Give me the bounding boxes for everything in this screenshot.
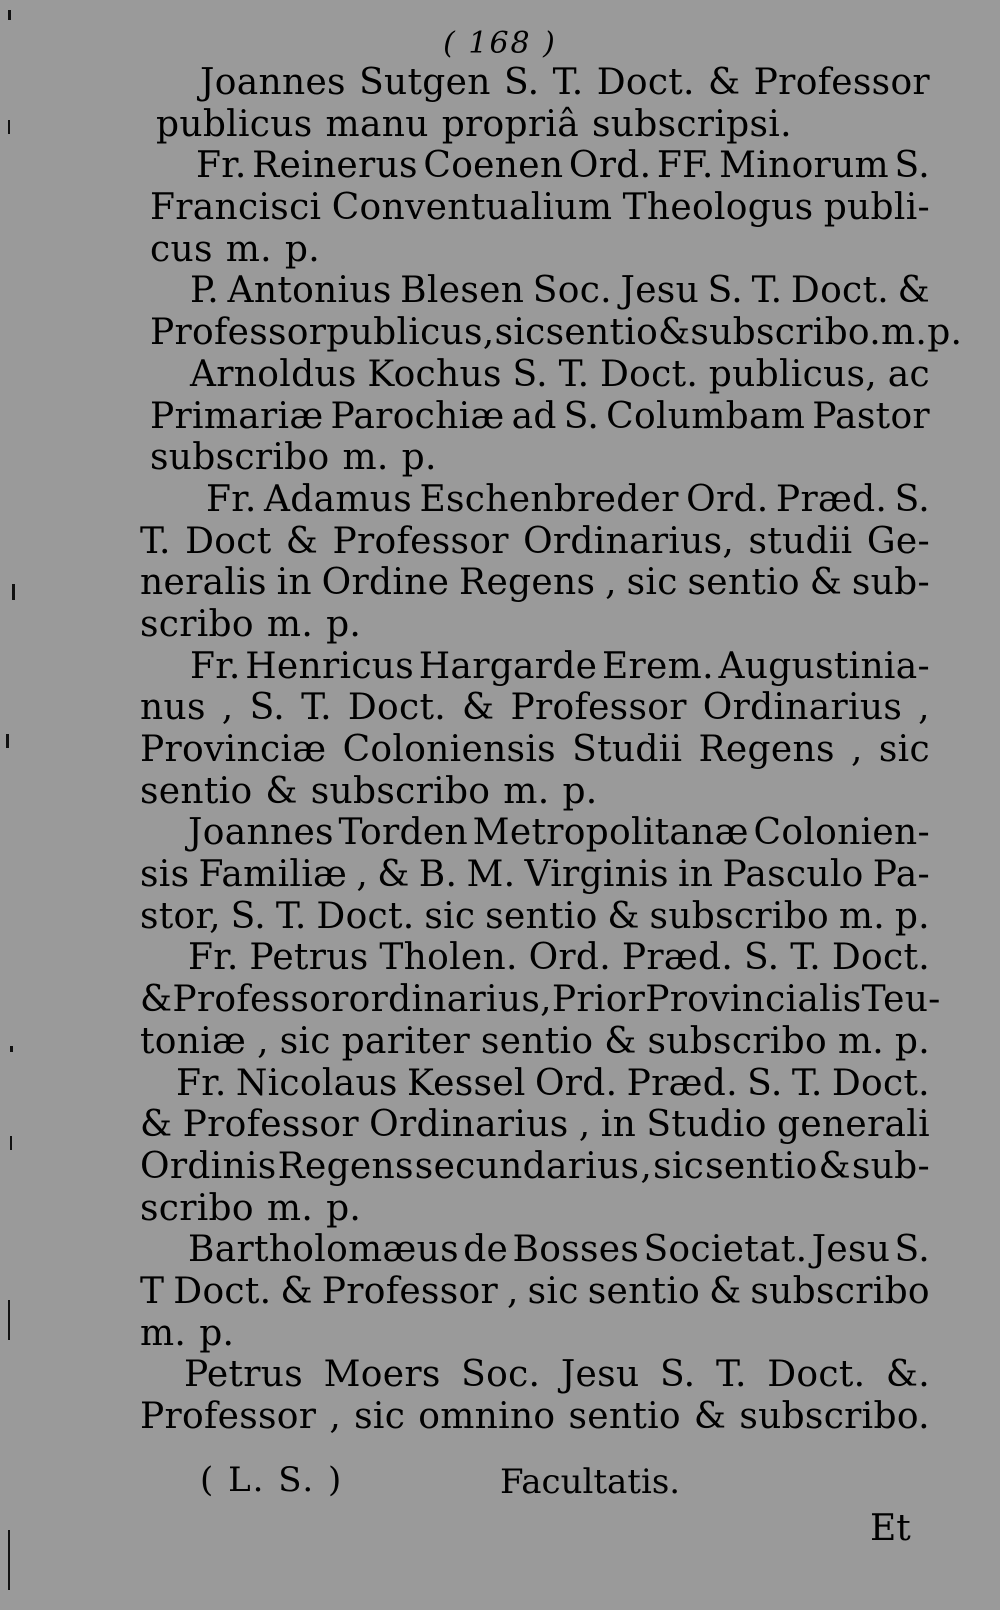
word: Professor bbox=[753, 62, 930, 103]
word: &. bbox=[885, 1354, 930, 1396]
text-line bbox=[140, 1104, 930, 1146]
word: p. bbox=[326, 1187, 362, 1229]
word: p. bbox=[199, 1312, 235, 1354]
word: T. bbox=[301, 687, 332, 729]
word: Coenen bbox=[423, 145, 564, 187]
text-line bbox=[140, 479, 930, 521]
word: Ordinarius bbox=[702, 687, 903, 729]
word: & bbox=[280, 1270, 313, 1312]
word: , bbox=[356, 854, 369, 896]
word: , bbox=[578, 1104, 591, 1146]
word: subscribo bbox=[649, 895, 830, 937]
word: S. bbox=[503, 62, 540, 103]
text-line bbox=[140, 396, 930, 438]
word: Ordinarius, bbox=[523, 520, 735, 562]
text-line bbox=[140, 229, 930, 271]
word: Doct. bbox=[316, 895, 415, 937]
word: Adamus bbox=[263, 478, 413, 520]
word: T. bbox=[715, 1354, 747, 1396]
word: Regens bbox=[459, 562, 596, 604]
word: Bosses bbox=[512, 1229, 640, 1271]
word: Professor bbox=[140, 1396, 317, 1437]
word: Eschenbreder bbox=[419, 478, 679, 520]
word: sub- bbox=[851, 1145, 930, 1187]
word: sentio bbox=[687, 562, 800, 604]
word: sic bbox=[494, 312, 546, 354]
word: Hargarde bbox=[418, 645, 598, 687]
word: ad bbox=[511, 395, 557, 437]
word: FF. bbox=[656, 145, 714, 187]
word: Reinerus bbox=[252, 145, 418, 187]
text-line bbox=[140, 187, 930, 229]
word: Soc. bbox=[461, 1354, 541, 1396]
word: Tholen. bbox=[379, 937, 518, 979]
word: m. bbox=[140, 1312, 187, 1354]
text-line bbox=[140, 354, 930, 396]
word: Præd. bbox=[626, 1062, 738, 1104]
word: & bbox=[693, 1396, 727, 1437]
word: , bbox=[221, 687, 234, 729]
word: ac bbox=[887, 353, 930, 395]
text-line bbox=[140, 1021, 930, 1063]
word: Fr. bbox=[206, 478, 257, 520]
word: publi- bbox=[823, 187, 930, 229]
word: generali bbox=[776, 1104, 930, 1146]
word: S. bbox=[894, 1229, 930, 1271]
word: Erem. bbox=[601, 645, 714, 687]
word: S. bbox=[659, 1354, 696, 1396]
word: T. bbox=[558, 353, 590, 395]
word: Joannes bbox=[200, 62, 346, 103]
word: Fr. bbox=[176, 1062, 227, 1104]
word: Metropolitanæ bbox=[472, 812, 749, 854]
word: nus bbox=[140, 687, 206, 729]
word: Doct. bbox=[767, 1354, 866, 1396]
word: Blesen bbox=[400, 270, 525, 312]
word: Professor bbox=[182, 1104, 359, 1146]
word: Jesu bbox=[811, 1229, 891, 1271]
word: Fr. bbox=[190, 645, 241, 687]
text-line bbox=[140, 270, 930, 312]
word: omnino bbox=[418, 1396, 556, 1437]
word: , bbox=[605, 562, 617, 604]
word: cus bbox=[150, 228, 213, 270]
text-line bbox=[140, 437, 930, 479]
word: Doct bbox=[185, 520, 272, 562]
text-line bbox=[140, 687, 930, 729]
word: Ordinis bbox=[140, 1145, 277, 1187]
word: Regens bbox=[277, 1145, 414, 1187]
catchword: Et bbox=[870, 1508, 911, 1549]
word: sic bbox=[626, 562, 678, 604]
word: Doct. bbox=[173, 1270, 272, 1312]
word: Conventualium bbox=[331, 187, 613, 229]
word: & bbox=[604, 1020, 637, 1062]
word: & bbox=[708, 62, 741, 103]
word: & bbox=[285, 520, 319, 562]
word: Coloniensis bbox=[342, 729, 556, 770]
word: Doct. bbox=[831, 937, 930, 979]
word: subscribo bbox=[750, 1270, 930, 1312]
word: Moers bbox=[323, 1354, 441, 1396]
word: & bbox=[265, 770, 298, 812]
word: sentio bbox=[545, 312, 659, 354]
text-line bbox=[140, 1354, 930, 1396]
word: Studio bbox=[646, 1104, 767, 1146]
word: subscribo. bbox=[739, 1396, 930, 1437]
word: neralis bbox=[140, 562, 267, 604]
word: & bbox=[658, 312, 691, 354]
word: Prior bbox=[551, 979, 646, 1021]
word: Arnoldus bbox=[190, 353, 357, 395]
word: m. bbox=[838, 895, 886, 937]
word: m. bbox=[837, 1020, 884, 1062]
word: p. bbox=[894, 1020, 930, 1062]
word: Studii bbox=[572, 729, 683, 770]
word: Kochus bbox=[367, 353, 502, 395]
word: sic bbox=[424, 895, 476, 937]
word: , bbox=[257, 1020, 269, 1062]
word: secundarius bbox=[414, 1145, 640, 1187]
word: Nicolaus bbox=[235, 1062, 398, 1104]
word: sentio bbox=[480, 1020, 594, 1062]
word: Joannes bbox=[188, 812, 334, 854]
text-line bbox=[140, 1229, 930, 1271]
word: Pasculo bbox=[722, 854, 864, 896]
word: subscribo bbox=[647, 1020, 827, 1062]
word: S. bbox=[894, 145, 930, 187]
word: , bbox=[329, 1396, 342, 1437]
word: S. bbox=[707, 270, 744, 312]
word: propriâ bbox=[441, 103, 579, 145]
word: scribo bbox=[140, 1187, 254, 1229]
word: pariter bbox=[341, 1020, 470, 1062]
word: m. bbox=[225, 228, 272, 270]
word: ordinarius, bbox=[348, 979, 552, 1021]
text-line bbox=[140, 62, 930, 104]
word: Minorum bbox=[719, 145, 889, 187]
word: studii bbox=[748, 520, 853, 562]
word: S. bbox=[512, 353, 548, 395]
word: Colonien- bbox=[753, 812, 930, 854]
word: Professor bbox=[321, 1270, 498, 1312]
text-line bbox=[140, 979, 941, 1021]
word: & bbox=[377, 854, 410, 896]
word: & bbox=[140, 1104, 173, 1146]
text-line bbox=[140, 729, 930, 771]
word: Columbam bbox=[606, 395, 806, 437]
word: manu bbox=[325, 103, 429, 145]
word: Præd. bbox=[775, 478, 888, 520]
word: sub- bbox=[851, 562, 930, 604]
word: Doct. bbox=[347, 687, 446, 729]
word: P. bbox=[190, 270, 219, 312]
word: Jesu bbox=[560, 1354, 640, 1396]
word: & bbox=[607, 895, 640, 937]
facultatis-word: Facultatis. bbox=[500, 1462, 681, 1502]
text-line bbox=[140, 937, 930, 979]
word: & bbox=[818, 1145, 851, 1187]
text-line bbox=[140, 896, 930, 938]
word: p. bbox=[927, 312, 963, 354]
text-line bbox=[140, 1313, 930, 1355]
word: Professor bbox=[150, 312, 327, 354]
word: p. bbox=[401, 437, 437, 479]
word: M. bbox=[466, 854, 516, 896]
word: B. bbox=[418, 854, 458, 896]
word: Doct. bbox=[790, 270, 890, 312]
text-line bbox=[140, 812, 930, 854]
word: sic bbox=[878, 729, 930, 770]
text-line bbox=[140, 1188, 930, 1230]
word: Jesu bbox=[620, 270, 700, 312]
word: m. bbox=[342, 437, 389, 479]
word: Pastor bbox=[812, 395, 930, 437]
text-line bbox=[140, 1271, 930, 1313]
word: m. bbox=[266, 1187, 314, 1229]
word: Præd. bbox=[621, 937, 734, 979]
word: Fr. bbox=[196, 145, 247, 187]
word: subscripsi. bbox=[591, 103, 792, 145]
word: Professor bbox=[510, 687, 687, 729]
text-line bbox=[140, 562, 930, 604]
word: Ord. bbox=[528, 937, 611, 979]
word: Francisci bbox=[150, 187, 322, 229]
word: & bbox=[809, 562, 843, 604]
word: Professor bbox=[172, 979, 349, 1021]
word: Regens bbox=[698, 729, 835, 770]
word: Ord. bbox=[534, 1062, 618, 1104]
word: Primariæ bbox=[150, 395, 324, 437]
word: Societat. bbox=[643, 1229, 808, 1271]
word: , bbox=[640, 1145, 653, 1187]
word: & bbox=[462, 687, 495, 729]
word: p. bbox=[894, 895, 930, 937]
word: T. bbox=[790, 937, 821, 979]
word: p. bbox=[326, 603, 362, 645]
word: publicus, bbox=[708, 353, 878, 395]
word: Petrus bbox=[249, 937, 369, 979]
word: Ord. bbox=[568, 145, 652, 187]
word: Henricus bbox=[245, 645, 415, 687]
word: Sutgen bbox=[359, 62, 491, 103]
text-line bbox=[140, 604, 930, 646]
word: T. bbox=[140, 520, 171, 562]
word: Professor bbox=[332, 520, 509, 562]
word: m. bbox=[266, 603, 314, 645]
text-line bbox=[140, 646, 930, 688]
word: sis bbox=[140, 854, 190, 896]
word: sic bbox=[653, 1145, 705, 1187]
word: & bbox=[140, 979, 173, 1021]
word: Doct. bbox=[831, 1062, 930, 1104]
word: T. bbox=[275, 895, 307, 937]
word: scribo bbox=[140, 603, 254, 645]
word: Ordinarius bbox=[369, 1104, 569, 1146]
page-number: ( 168 ) bbox=[443, 26, 557, 61]
word: Virginis bbox=[524, 854, 669, 896]
word: stor, bbox=[140, 895, 221, 937]
word: Teu- bbox=[861, 979, 941, 1021]
word: S. bbox=[249, 687, 286, 729]
word: m. bbox=[503, 770, 550, 812]
word: publicus bbox=[156, 103, 313, 145]
word: Theologus bbox=[622, 187, 814, 229]
word: T. bbox=[751, 270, 783, 312]
word: toniæ bbox=[140, 1020, 247, 1062]
word: & bbox=[709, 1270, 742, 1312]
word: Provinciæ bbox=[140, 729, 327, 770]
word: S. bbox=[747, 1062, 783, 1104]
word: T. bbox=[552, 62, 584, 103]
text-line bbox=[140, 854, 930, 896]
word: Torden bbox=[338, 812, 468, 854]
text-line bbox=[140, 145, 930, 187]
text-line bbox=[140, 1396, 930, 1438]
word: Antonius bbox=[227, 270, 392, 312]
text-line bbox=[140, 1063, 930, 1105]
text-line bbox=[140, 1146, 930, 1188]
word: , bbox=[850, 729, 863, 770]
word: S. bbox=[743, 937, 780, 979]
word: Ge- bbox=[866, 520, 930, 562]
word: , bbox=[506, 1270, 519, 1312]
word: Doct. bbox=[596, 62, 695, 103]
word: Petrus bbox=[184, 1354, 304, 1396]
word: subscribo bbox=[310, 770, 491, 812]
word: Provincialis bbox=[645, 979, 862, 1021]
text-block bbox=[140, 62, 963, 1438]
word: sentio bbox=[705, 1145, 818, 1187]
word: sic bbox=[527, 1270, 579, 1312]
word: in bbox=[677, 854, 714, 896]
word: subscribo bbox=[150, 437, 330, 479]
word: sentio bbox=[485, 895, 598, 937]
word: in bbox=[276, 562, 312, 604]
word: S. bbox=[230, 895, 267, 937]
text-line bbox=[140, 312, 963, 354]
word: Bartholomæus bbox=[188, 1229, 459, 1271]
word: Doct. bbox=[600, 353, 699, 395]
word: p. bbox=[284, 228, 321, 270]
word: sentio bbox=[140, 770, 253, 812]
word: sentio bbox=[587, 1270, 701, 1312]
word: sentio bbox=[568, 1396, 681, 1437]
word: publicus, bbox=[326, 312, 495, 354]
text-line bbox=[140, 521, 930, 563]
word: de bbox=[463, 1229, 509, 1271]
word: Pa- bbox=[872, 854, 930, 896]
word: m. bbox=[881, 312, 928, 354]
word: Ordine bbox=[321, 562, 450, 604]
text-line bbox=[140, 771, 930, 813]
word: T bbox=[140, 1270, 165, 1312]
word: subscribo. bbox=[690, 312, 881, 354]
word: p. bbox=[562, 770, 598, 812]
word: Augustinia- bbox=[718, 645, 930, 687]
word: S. bbox=[894, 478, 930, 520]
word: Fr. bbox=[188, 937, 239, 979]
word: Kessel bbox=[406, 1062, 526, 1104]
word: S. bbox=[563, 395, 600, 437]
word: in bbox=[600, 1104, 637, 1146]
word: T. bbox=[791, 1062, 823, 1104]
text-line bbox=[140, 104, 930, 146]
word: sic bbox=[279, 1020, 331, 1062]
word: Ord. bbox=[686, 478, 769, 520]
word: , bbox=[918, 687, 930, 729]
word: & bbox=[897, 270, 930, 312]
word: sic bbox=[354, 1396, 406, 1437]
word: Familiæ bbox=[198, 854, 348, 896]
seal-mark: ( L. S. ) bbox=[200, 1460, 344, 1500]
word: Soc. bbox=[532, 270, 612, 312]
word: Parochiæ bbox=[330, 395, 505, 437]
